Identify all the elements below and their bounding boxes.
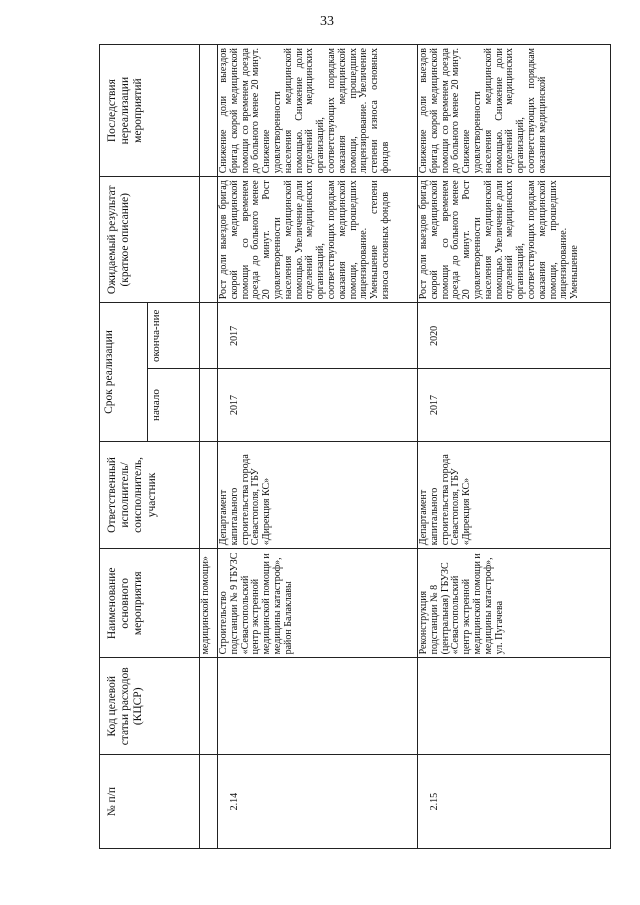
continuation-row (200, 45, 218, 849)
row-num: 2.14 (218, 755, 418, 849)
header-period: Срок реализации (100, 303, 148, 441)
row-start: 2017 (218, 369, 418, 441)
rotated-table-container (99, 44, 610, 849)
row-result: Рост доли выездов бригад скорой медицинской помощи со временем доезда до больного менее 20 минут. Рост удовлетворенности населения медицинской помощью. Увеличение доли отделений медицинских организаций, соответствующих порядкам оказания медицинской помощи, прошедших лицензирование. Уменьшение (418, 177, 611, 303)
page-number: 33 (320, 14, 334, 29)
row-executor: Департамент капитального строительства города Севастополя, ГБУ «Дирекция КС» (218, 441, 418, 549)
header-name: Наименование основного мероприятия (100, 549, 200, 658)
row-code (418, 658, 611, 755)
row-code (218, 658, 418, 755)
row-result: Рост доли выездов бригад скорой медицинской помощи со временем доезда до больного менее 20 минут. Рост удовлетворенности населения медицинской помощью. Увеличение доли отделений медицинских организаций, соответствующих порядкам оказания медицинской помощи, прошедших лицензирование. Уменьшение степени износа основных фондов (218, 177, 418, 303)
row-executor: Департамент капитального строительства города Севастополя, ГБУ «Дирекция КС» (418, 441, 611, 549)
row-start: 2017 (418, 369, 611, 441)
header-consequences: Последствия нереализации мероприятий (100, 45, 200, 177)
header-row (100, 45, 148, 849)
header-period-start: начало (148, 369, 200, 441)
row-name: Строительство подстанции № 9 ГБУЗС «Севастопольский центр экстренной медицинской помощи и медицины катастроф», район Балаклавы (218, 549, 418, 658)
row-end: 2020 (418, 303, 611, 369)
row-num: 2.15 (418, 755, 611, 849)
activities-table (99, 44, 611, 849)
header-result: Ожидаемый результат (краткое описание) (100, 177, 200, 303)
row-name: Реконструкция подстанции № 8 (центральная) ГБУЗС «Севастопольский центр экстренной медицинской помощи и медицины катастроф», ул. Пугачева (418, 549, 611, 658)
row-consequences: Снижение доли выездов бригад скорой медицинской помощи со временем доезда до больного менее 20 минут. Снижение удовлетворенности населения медицинской помощью. Снижение доли отделений медицинских организаций, соответствующих порядкам оказания медицинской помощи, прошедших лицензирование. Увеличение степени износа основных фондов (218, 45, 418, 177)
header-period-end: оконча-ние (148, 303, 200, 369)
continuation-name: медицинской помощи» (200, 549, 218, 658)
table-row (418, 45, 611, 849)
table-row (218, 45, 418, 849)
row-end: 2017 (218, 303, 418, 369)
header-num: № п/п (100, 755, 200, 849)
row-consequences: Снижение доли выездов бригад скорой медицинской помощи со временем доезда до больного менее 20 минут. Снижение удовлетворенности населения медицинской помощью. Снижение доли отделений медицинских организаций, соответствующих порядкам оказания медицинской (418, 45, 611, 177)
header-code: Код целевой статьи расходов (КЦСР) (100, 658, 200, 755)
header-executor: Ответственный исполнитель/ соисполнитель, участник (100, 441, 200, 549)
